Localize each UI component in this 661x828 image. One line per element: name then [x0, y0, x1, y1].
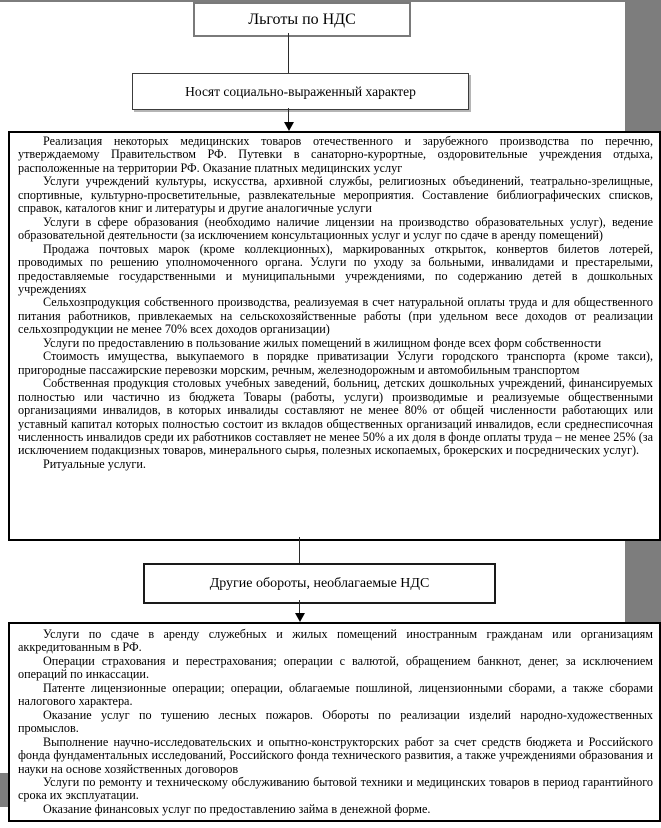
title-box	[193, 2, 411, 37]
other-turnovers-box	[8, 622, 661, 822]
paragraph: Выполнение научно-исследовательских и опытно-конструкторских работ за счет средств бюджета и Российского фонда фундаментальных исследований, Российского фонда технического развития, а также учреждениями образования и науки на основе хозяйственных договоров	[18, 734, 653, 776]
paragraph: Продажа почтовых марок (кроме коллекционных), маркированных открыток, конвертов билетов лотерей, проводимых по решению уполномоченного органа. Услуги по уходу за больными, инвалидами и престарелыми, предоставляемые государственными и муниципальными учреждениями, по содержанию детей в дошкольных учреждениях	[18, 241, 653, 296]
diagram-title: Льготы по НДС	[248, 10, 356, 28]
paragraph: Услуги по предоставлению в пользование жилых помещений в жилищном фонде всех форм собственности	[43, 335, 602, 350]
paragraph: Услуги в сфере образования (необходимо наличие лицензии на производство образовательных услуг), ведение образовательной деятельности (за исключением консультационных услуг и услуг по сдаче в аренду помещений)	[18, 214, 653, 243]
arrow-down-icon	[295, 613, 305, 622]
other-turnovers-label-box	[143, 563, 496, 604]
paragraph: Патенте лицензионные операции; операции, облагаемые пошлиной, лицензионными сборами, а также сборами налогового характера.	[18, 680, 653, 709]
arrow-down-icon	[284, 122, 294, 131]
paragraph: Реализация некоторых медицинских товаров отечественного и зарубежного производства по перечню, утверждаемому Правительством РФ. Путевки в санаторно-курортные, оздоровительные учреждения отдыха, расположенные на территории РФ. Оказание платных медицинских услуг	[18, 134, 653, 175]
paragraph: Оказание услуг по тушению лесных пожаров. Обороты по реализации изделий народно-художественных промыслов.	[18, 707, 653, 736]
other-turnovers-label: Другие обороты, необлагаемые НДС	[209, 575, 430, 591]
paragraph: Ритуальные услуги.	[43, 456, 146, 471]
paragraph: Услуги учреждений культуры, искусства, архивной службы, религиозных объединений, театрально-зрелищные, спортивные, культурно-просветительные, развлекательные мероприятия. Составление библиографических списков, справок, каталогов книг и литературы и другие аналогичные услуги	[18, 174, 653, 216]
gray-margin-bar-top	[625, 0, 661, 131]
subtitle-box	[132, 73, 469, 110]
connector-title-to-subtitle	[288, 33, 289, 73]
social-benefits-box	[8, 131, 661, 541]
paragraph: Стоимость имущества, выкупаемого в порядке приватизации Услуги городского транспорта (кроме такси), пригородные пассажирские перевозки морским, речным, железнодорожным и автомобильным транспортом	[18, 349, 653, 377]
subtitle-label: Носят социально-выраженный характер	[185, 83, 416, 99]
paragraph: Оказание финансовых услуг по предоставлению займа в денежной форме.	[43, 801, 431, 816]
social-benefits-text	[10, 133, 659, 471]
other-turnovers-text	[10, 624, 659, 816]
paragraph: Услуги по сдаче в аренду служебных и жилых помещений иностранным гражданам или организациям аккредитованным в РФ.	[18, 627, 653, 655]
gray-margin-bar-middle	[625, 540, 661, 622]
paragraph: Услуги по ремонту и техническому обслуживанию бытовой техники и медицинских товаров в период гарантийного срока их эксплуатации.	[18, 774, 653, 803]
connector-subtitle-to-social-box	[288, 108, 289, 123]
paragraph: Собственная продукция столовых учебных заведений, больниц, детских дошкольных учреждений, финансируемых полностью или частично из бюджета Товары (работы, услуги) производимые и реализуемые общественными организациями инвалидов, в которых инвалиды составляют не менее 80% от общей численности работающих или уставный капитал которых полностью состоит из вкладов общественных организаций инвалидов, если среднесписочная численность инвалидов среди их работников составляет не менее 50% а их доля в фонде оплаты труда – не менее 25% (за исключением подакцизных товаров, минерального сырья, полезных ископаемых, брокерских и посреднических услуг).	[18, 376, 653, 458]
connector-other-label-to-other-box	[299, 600, 300, 613]
paragraph: Операции страхования и перестрахования; операции с валютой, обращением банкнот, денег, за исключением операций по инкассации.	[18, 653, 653, 682]
connector-social-box-to-other-label	[299, 537, 300, 563]
paragraph: Сельхозпродукция собственного производства, реализуемая в счет натуральной оплаты труда и для общественного питания работников, привлекаемых на сельскохозяйственные работы (при удельном весе доходов от реализации сельхозпродукции не менее 70% всех доходов организации)	[18, 295, 653, 337]
gray-margin-patch-bottom-left	[0, 773, 8, 807]
